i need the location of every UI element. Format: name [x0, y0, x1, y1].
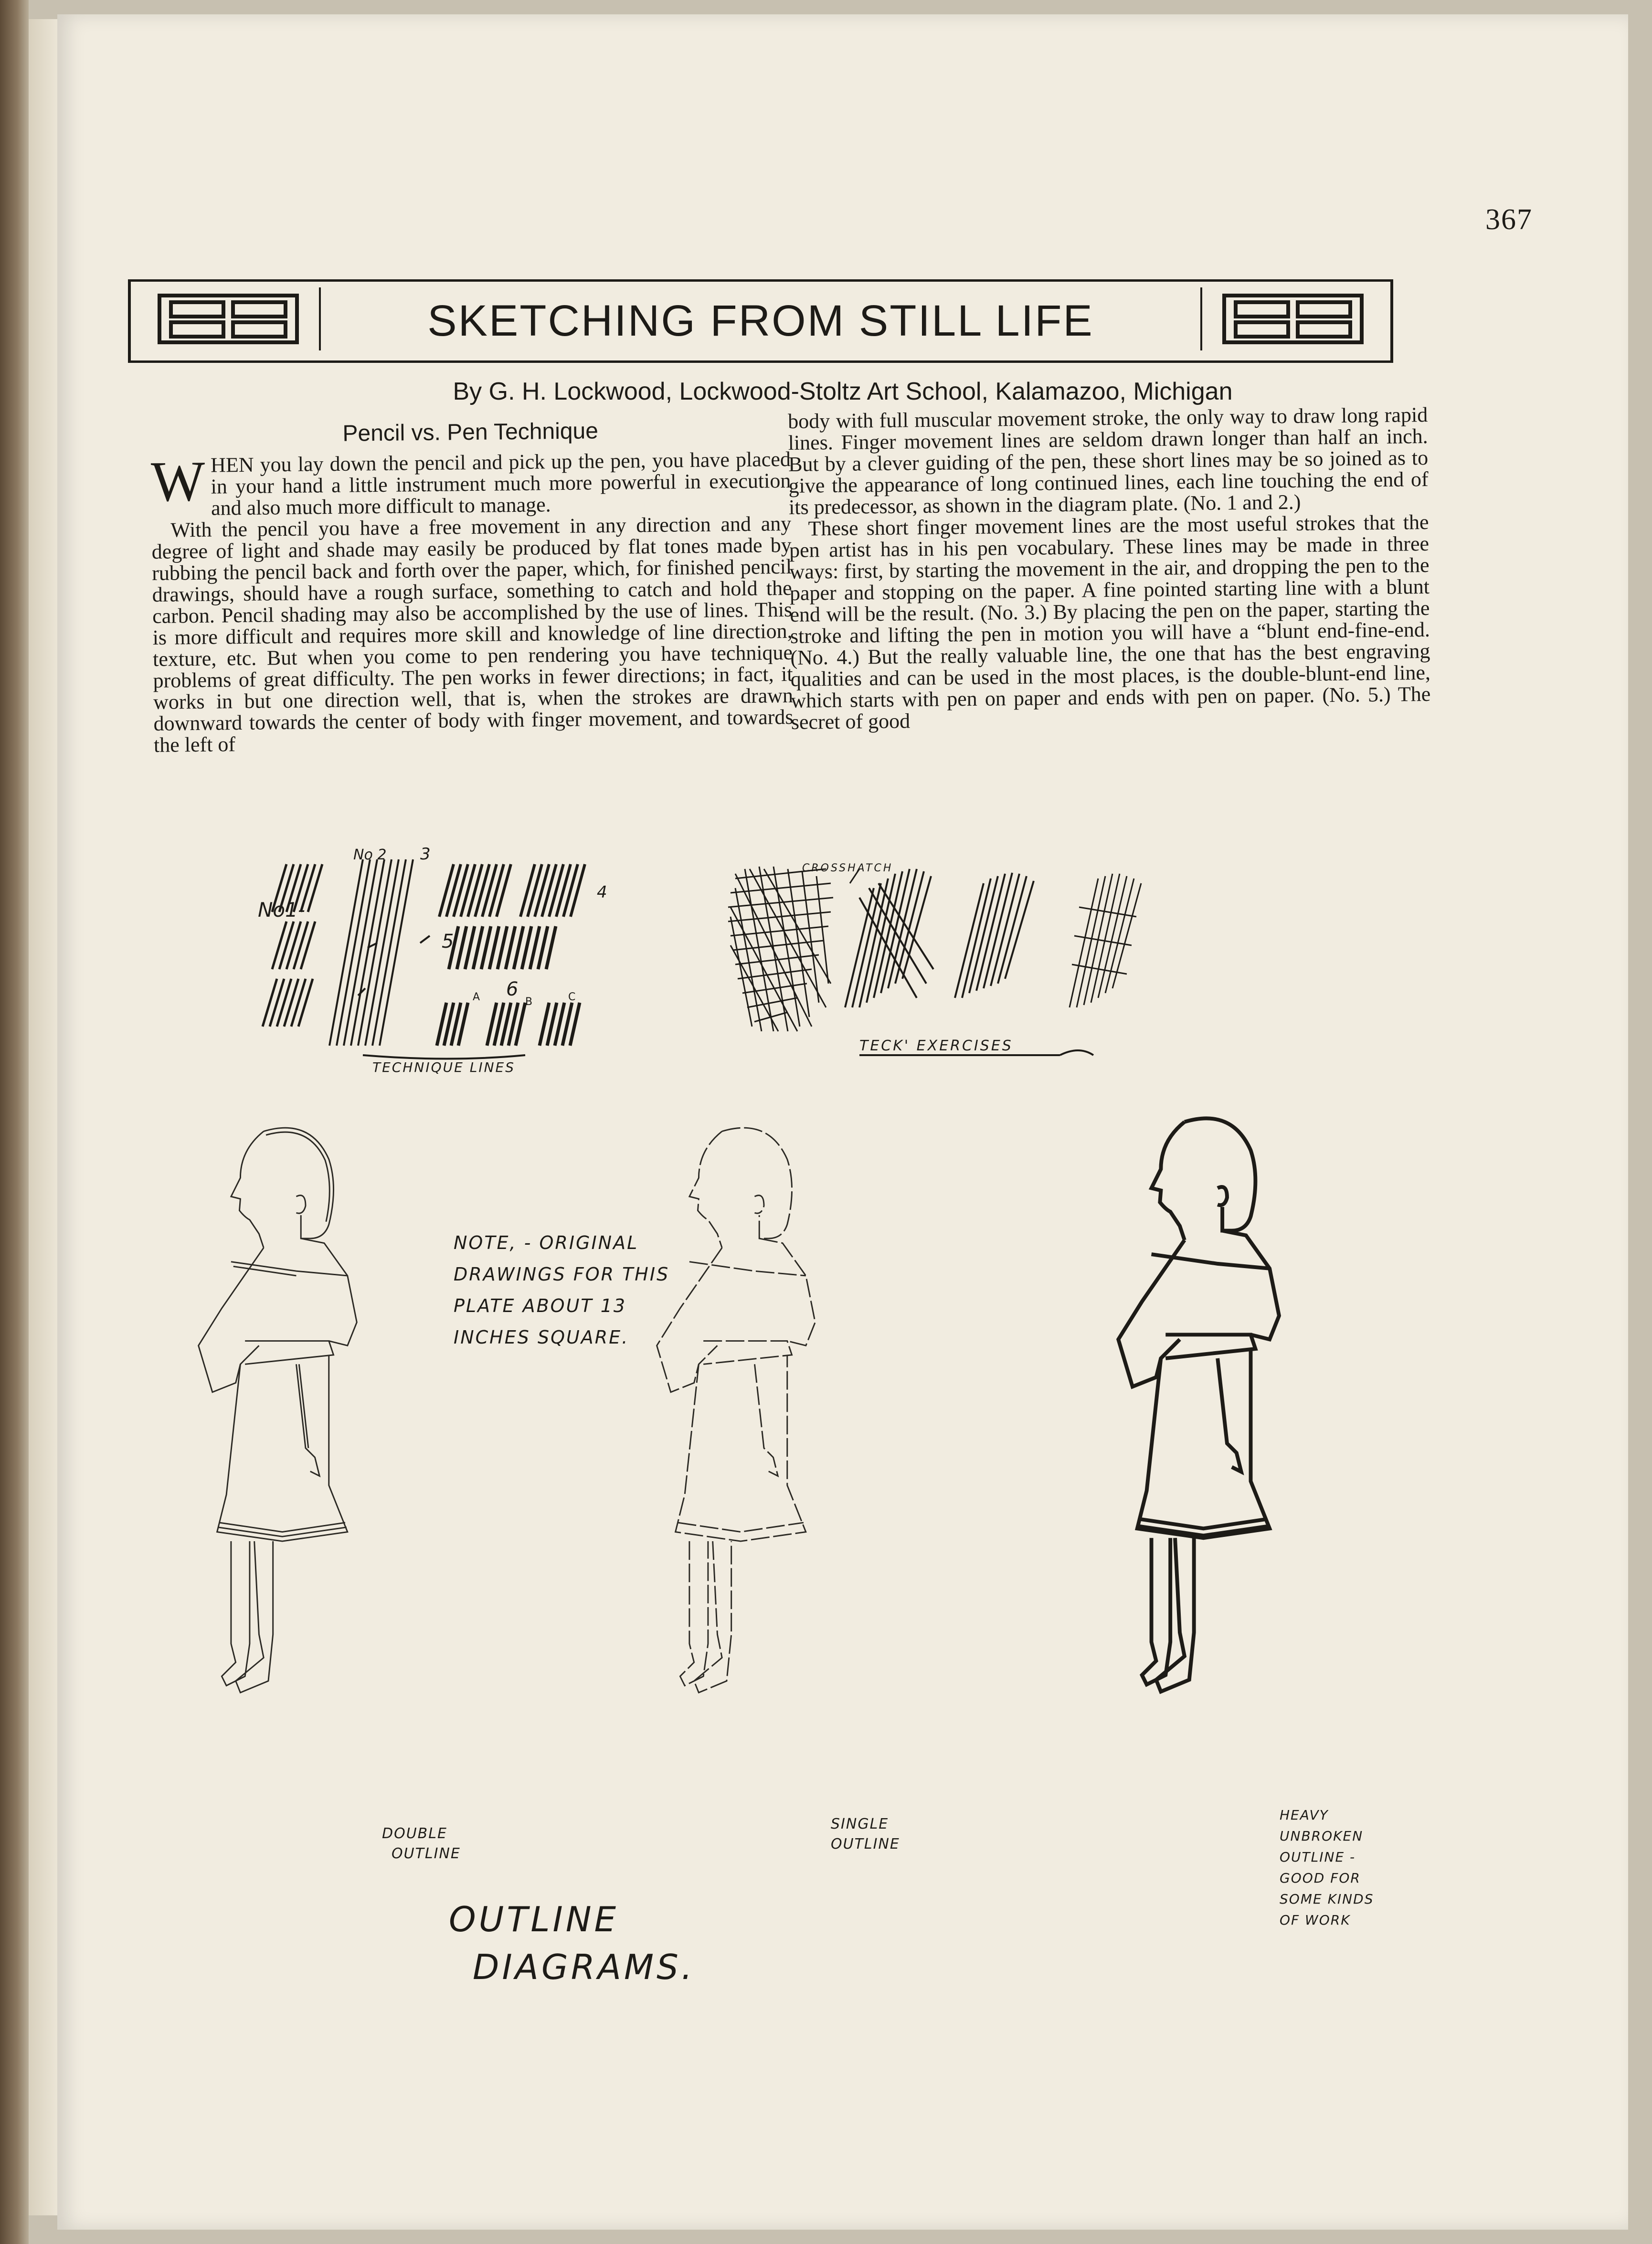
section-subhead: Pencil vs. Pen Technique	[342, 418, 599, 446]
no2-label: No 2	[353, 847, 387, 863]
right-text-column	[788, 404, 1431, 733]
hatch-swatch-2	[955, 873, 1034, 998]
no3-label: 3	[420, 845, 431, 864]
line-group-6	[437, 1003, 580, 1046]
line-group-5	[449, 926, 556, 969]
crosshatch-exercises-diagram	[716, 850, 1241, 1069]
byline: By G. H. Lockwood, Lockwood-Stoltz Art School, Kalamazoo, Michigan	[453, 378, 1233, 405]
hatch-swatch-3	[1070, 874, 1141, 1007]
paragraph: With the pencil you have a free movement in any direction and any degree of light and shade may easily be produced by flat tones made by rubbing the pencil back and forth over the paper, which, for finished pencil drawings, should have a rough surface, something to catch and hold the carbon. Pencil shading may also be accomplished by the use of lines. This is more difficult and requires more skill and knowledge of line direction, texture, etc. But when you come to pen rendering you have technique problems of great difficulty. The pen works in fewer directions; in fact, it works in but one direction well, that is, when the strokes are drawn downward towards the center of body with finger movement, and towards the left of	[151, 511, 794, 757]
no6-label: 6	[506, 978, 519, 1000]
a-label: A	[473, 991, 480, 1003]
magazine-page	[57, 14, 1628, 2230]
hatch-swatch-1	[845, 869, 933, 1007]
paragraph: These short finger movement lines are the most useful strokes that the pen artist has in his pen vocabulary. These lines may be made in three ways: first, by starting the movement in the air, and dropping the pen to the paper and stopping on the paper. A fine pointed starting line with a blunt end will be the result. (No. 3.) By placing the pen on the paper, starting the stroke and lifting the pen in motion you will have a “blunt end-fine-end. (No. 4.) But the really valuable line, the one that has the best engraving qualities and can be used in the most places, is the double-blunt-end line, which starts with pen on paper and ends with pen on paper. (No. 5.) The secret of good	[789, 510, 1431, 734]
outline-diagrams-caption: OUTLINE DIAGRAMS.	[449, 1899, 695, 1987]
paragraph: WHEN you lay down the pencil and pick up the pen, you have placed in your hand a little instrument much more powerful in execution and also much more difficult to manage.	[150, 447, 791, 520]
no1-label: No1-	[258, 898, 305, 921]
right-ornament-icon	[1200, 287, 1384, 350]
plate-note: NOTE, - ORIGINAL DRAWINGS FOR THIS PLATE ABOUT 13 INCHES SQUARE.	[454, 1232, 670, 1348]
article-title: SKETCHING FROM STILL LIFE	[427, 296, 1094, 345]
no5-label: 5	[442, 931, 454, 953]
line-group-1	[263, 864, 322, 1027]
left-text-column	[150, 418, 794, 756]
crosshatch-swatch	[728, 867, 833, 1031]
b-label: B	[525, 996, 533, 1008]
single-outline-label: SINGLE OUTLINE	[831, 1816, 900, 1852]
page-number: 367	[1485, 203, 1533, 236]
technique-lines-label: Technique Lines	[372, 1059, 515, 1074]
c-label: C	[568, 991, 576, 1003]
double-outline-label: DOUBLE OUTLINE	[382, 1825, 461, 1862]
left-ornament-icon	[138, 287, 321, 350]
teck-exercises-label: Teck' Exercises	[859, 1037, 1013, 1054]
drop-cap: W	[150, 449, 206, 513]
previous-page-edge	[29, 19, 59, 2215]
girl-figure-double-outline	[162, 1122, 449, 2077]
no4-label: 4	[597, 883, 607, 902]
girl-figure-heavy-outline	[1079, 1112, 1375, 2082]
crosshatch-label: Crosshatch	[802, 862, 893, 874]
book-spine	[0, 0, 29, 2244]
heavy-outline-label: HEAVY UNBROKEN OUTLINE - GOOD FOR SOME KINDS OF WORK	[1280, 1807, 1374, 1928]
paragraph: body with full muscular movement stroke, the only way to draw long rapid lines. Finger movement lines are seldom drawn longer than half an inch. But by a clever guiding of the pen, these short lines may be so joined as to give the appearance of long continued lines, each line touching the end of its predecessor, as shown in the diagram plate. (No. 1 and 2.)	[787, 402, 1429, 519]
title-banner	[128, 279, 1393, 363]
technique-lines-diagram	[258, 845, 688, 1074]
line-group-2	[329, 859, 413, 1046]
line-group-3-4	[439, 864, 585, 917]
